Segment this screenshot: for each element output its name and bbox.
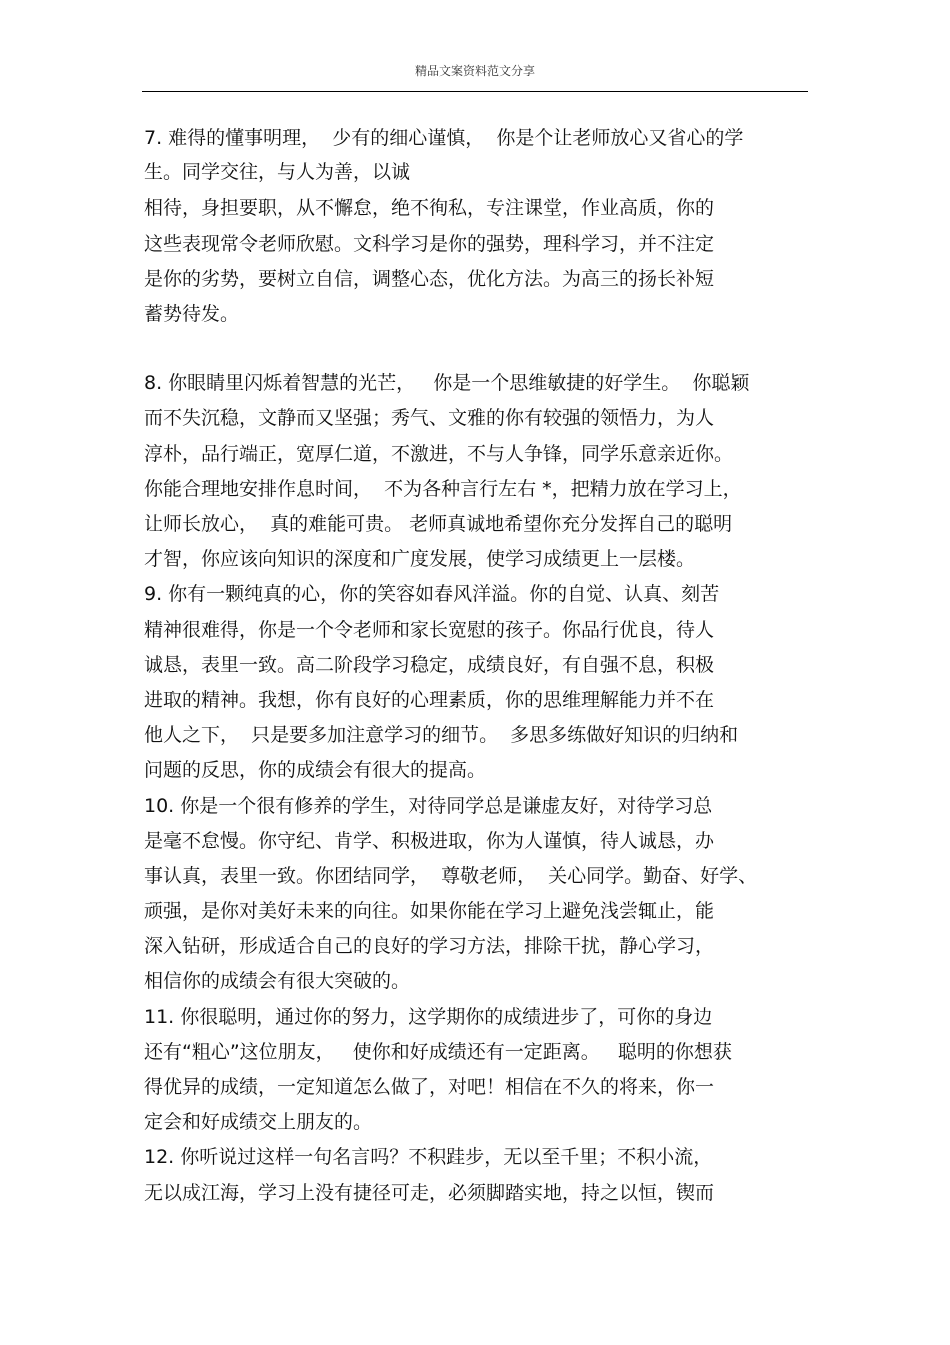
- body-line: 事认真，表里一致。你团结同学， 尊敬老师， 关心同学。勤奋、好学、: [144, 865, 758, 887]
- body-line: 他人之下， 只是要多加注意学习的细节。 多思多练做好知识的归纳和: [144, 724, 739, 746]
- body-line: 你能合理地安排作息时间， 不为各种言行左右 *，把精力放在学习上，: [144, 478, 742, 500]
- body-line: 还有“粗心”这位朋友， 使你和好成绩还有一定距离。 聪明的你想获: [144, 1041, 732, 1063]
- body-line: 8. 你眼睛里闪烁着智慧的光芒， 你是一个思维敏捷的好学生。 你聪颖: [144, 372, 750, 394]
- body-line: 是毫不怠慢。你守纪、肯学、积极进取，你为人谨慎，待人诚恳，办: [144, 830, 715, 852]
- body-line: 得优异的成绩，一定知道怎么做了，对吧！相信在不久的将来，你一: [144, 1076, 715, 1098]
- header-divider: [142, 91, 808, 92]
- body-line: 精神很难得，你是一个令老师和家长宽慰的孩子。你品行优良，待人: [144, 619, 715, 641]
- body-line: 让师长放心， 真的难能可贵。 老师真诚地希望你充分发挥自己的聪明: [144, 513, 733, 535]
- body-line: 定会和好成绩交上朋友的。: [144, 1111, 373, 1133]
- body-line: 进取的精神。我想，你有良好的心理素质，你的思维理解能力并不在: [144, 689, 715, 711]
- body-line: 9. 你有一颗纯真的心，你的笑容如春风洋溢。你的自觉、认真、刻苦: [144, 583, 720, 605]
- body-line: 相信你的成绩会有很大突破的。: [144, 970, 411, 992]
- body-line: 诚恳，表里一致。高二阶段学习稳定，成绩良好，有自强不息，积极: [144, 654, 715, 676]
- body-line: 深入钻研，形成适合自己的良好的学习方法，排除干扰，静心学习，: [144, 935, 715, 957]
- body-line: 而不失沉稳，文静而又坚强；秀气、文雅的你有较强的领悟力，为人: [144, 407, 715, 429]
- body-line: 相待，身担要职，从不懈怠，绝不徇私，专注课堂，作业高质，你的: [144, 197, 715, 219]
- body-line: 12. 你听说过这样一句名言吗？不积跬步，无以至千里；不积小流，: [144, 1146, 713, 1168]
- body-line: 才智，你应该向知识的深度和广度发展，使学习成绩更上一层楼。: [144, 548, 696, 570]
- page-header: 精品文案资料范文分享: [414, 64, 535, 78]
- body-line: 问题的反思，你的成绩会有很大的提高。: [144, 759, 487, 781]
- body-line: 生。同学交往，与人为善，以诚: [144, 161, 411, 183]
- body-line: 7. 难得的懂事明理， 少有的细心谨慎， 你是个让老师放心又省心的学: [144, 127, 744, 149]
- body-line: 淳朴，品行端正，宽厚仁道，不激进，不与人争锋，同学乐意亲近你。: [144, 443, 734, 465]
- body-line: 10. 你是一个很有修养的学生，对待同学总是谦虚友好，对待学习总: [144, 795, 713, 817]
- body-line: 这些表现常令老师欣慰。文科学习是你的强势，理科学习，并不注定: [144, 233, 715, 255]
- body-line: 11. 你很聪明，通过你的努力，这学期你的成绩进步了，可你的身边: [144, 1006, 713, 1028]
- body-line: 蓄势待发。: [144, 303, 240, 325]
- body-line: 无以成江海，学习上没有捷径可走，必须脚踏实地，持之以恒，锲而: [144, 1182, 715, 1204]
- body-line: 是你的劣势，要树立自信，调整心态，优化方法。为高三的扬长补短: [144, 268, 715, 290]
- body-line: 顽强，是你对美好未来的向往。如果你能在学习上避免浅尝辄止，能: [144, 900, 715, 922]
